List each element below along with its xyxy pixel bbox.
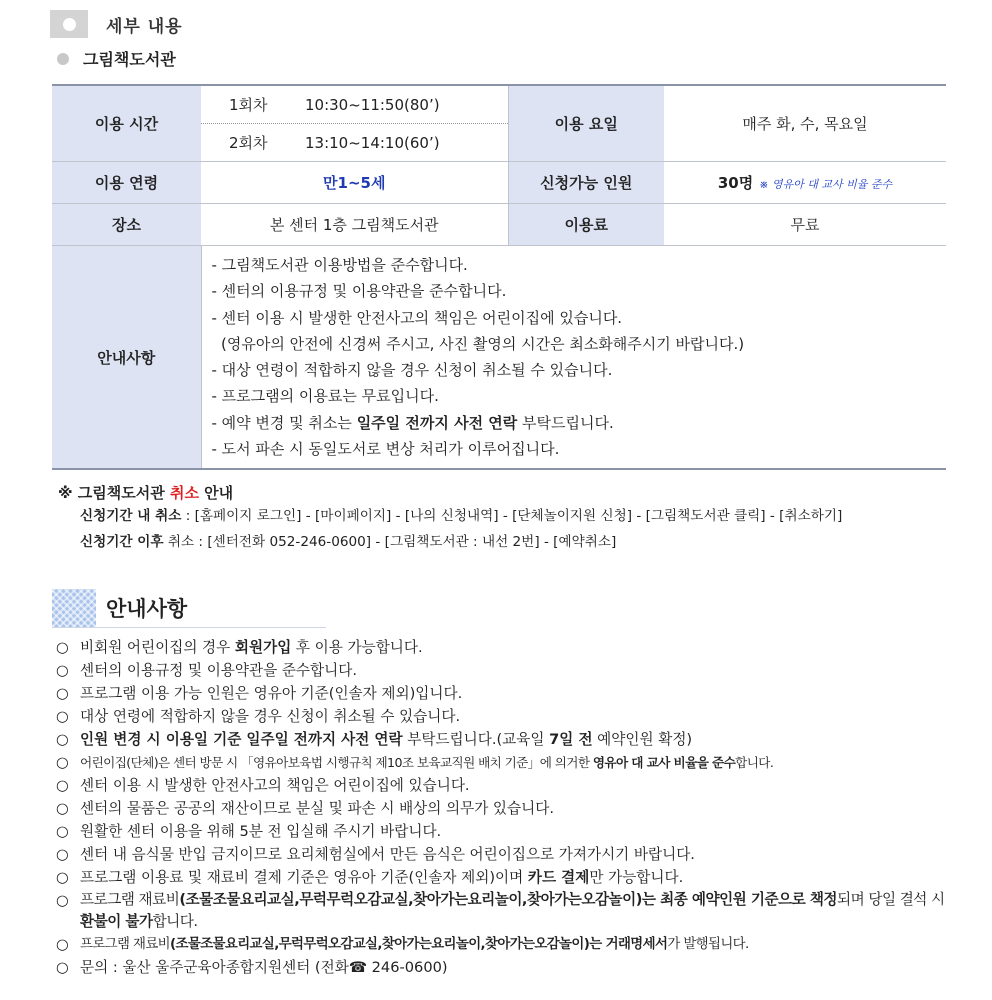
- circle-bullet-icon: ○: [56, 892, 69, 909]
- day-label: 이용 요일: [508, 85, 664, 162]
- list-item: - 프로그램의 이용료는 무료입니다.: [211, 387, 439, 406]
- section-title: 세부 내용: [106, 16, 183, 37]
- cancel-title: ※ 그림책도서관 취소 안내: [58, 484, 234, 502]
- list-item: ○ 인원 변경 시 이용일 기준 일주일 전까지 사전 연락 부탁드립니다.(교육일 7일 전 예약인원 확정): [56, 728, 948, 751]
- circle-bullet-icon: ○: [56, 846, 69, 863]
- list-item: - 그림책도서관 이용방법을 준수합니다.: [211, 256, 468, 274]
- circle-bullet-icon: ○: [56, 936, 69, 953]
- circle-bullet-icon: ○: [56, 639, 69, 656]
- list-item: ○ 센터 이용 시 발생한 안전사고의 책임은 어린이집에 있습니다.: [56, 774, 948, 797]
- list-item: ○ 센터의 물품은 공공의 재산이므로 분실 및 파손 시 배상의 의무가 있습니다.: [56, 797, 948, 820]
- info-table: [52, 84, 946, 470]
- circle-bullet-icon: ○: [56, 800, 69, 817]
- circle-bullet-icon: [50, 10, 88, 38]
- list-item: - 도서 파손 시 동일도서로 변상 처리가 이루어집니다.: [211, 440, 560, 459]
- notice-list: [56, 636, 948, 979]
- list-item: ○ 어린이집(단체)은 센터 방문 시 「영유아보육법 시행규칙 제10조 보육교직원 배치 기준」에 의거한 영유아 대 교사 비율을 준수합니다.: [56, 751, 948, 774]
- place-label: 장소: [52, 204, 201, 246]
- list-item: - 예약 변경 및 취소는 일주일 전까지 사전 연락 부탁드립니다.: [211, 413, 614, 432]
- capacity-label: 신청가능 인원: [508, 162, 664, 204]
- circle-bullet-icon: ○: [56, 685, 69, 702]
- circle-bullet-icon: ○: [56, 869, 69, 886]
- day-value: 매주 화, 수, 목요일: [664, 85, 946, 162]
- dot-bullet-icon: [57, 53, 69, 65]
- guide-value: [201, 246, 946, 470]
- circle-bullet-icon: ○: [56, 959, 69, 976]
- list-item: - 대상 연령이 적합하지 않을 경우 신청이 취소될 수 있습니다.: [211, 361, 613, 380]
- section-header: [50, 10, 183, 38]
- circle-bullet-icon: ○: [56, 731, 69, 748]
- place-value: 본 센터 1층 그림책도서관: [201, 204, 508, 246]
- list-item: - 센터의 이용규정 및 이용약관을 준수합니다.: [211, 282, 507, 301]
- pattern-block-icon: [52, 589, 96, 627]
- list-item: ○ 문의 : 울산 울주군육아종합지원센터 (전화☎ 246-0600): [56, 956, 948, 979]
- guide-list: [202, 246, 947, 468]
- list-item: ○ 프로그램 재료비(조물조물요리교실,무럭무럭오감교실,찾아가는요리놀이,찾아가는오감놀이)는 거래명세서가 발행됩니다.: [56, 933, 948, 956]
- guide-label: 안내사항: [52, 246, 201, 470]
- subsection-header: [57, 47, 176, 70]
- circle-bullet-icon: ○: [56, 777, 69, 794]
- list-item: (영유아의 안전에 신경써 주시고, 사진 촬영의 시간은 최소화해주시기 바랍니다.): [211, 334, 745, 353]
- list-item: ○ 프로그램 이용료 및 재료비 결제 기준은 영유아 기준(인솔자 제외)이며 카드 결제만 가능합니다.: [56, 866, 948, 889]
- session-row: 2회차 13:10~14:10(60’): [229, 133, 440, 152]
- list-item: ○ 센터의 이용규정 및 이용약관을 준수합니다.: [56, 659, 948, 682]
- list-item: ○ 대상 연령에 적합하지 않을 경우 신청이 취소될 수 있습니다.: [56, 705, 948, 728]
- cancel-info: [58, 482, 842, 555]
- cancel-line-within: 신청기간 내 취소 : [홈페이지 로그인] - [마이페이지] - [나의 신청내역] - [단체놀이지원 신청] - [그림책도서관 클릭] - [취소하기]: [80, 508, 843, 524]
- fee-value: 무료: [664, 204, 946, 246]
- list-item: ○ 프로그램 이용 가능 인원은 영유아 기준(인솔자 제외)입니다.: [56, 682, 948, 705]
- capacity-note: ※ 영유아 대 교사 비율 준수: [759, 178, 893, 191]
- circle-bullet-icon: ○: [56, 662, 69, 679]
- age-label: 이용 연령: [52, 162, 201, 204]
- notice-header: [52, 589, 326, 628]
- session-row: 1회차 10:30~11:50(80’): [201, 86, 508, 124]
- age-value: 만1~5세: [201, 162, 508, 204]
- fee-label: 이용료: [508, 204, 664, 246]
- list-item: ○ 비회원 어린이집의 경우 회원가입 후 이용 가능합니다.: [56, 636, 948, 659]
- list-item: ○ 프로그램 재료비(조물조물요리교실,무럭무럭오감교실,찾아가는요리놀이,찾아가는오감놀이)는 최종 예약인원 기준으로 책정되며 당일 결석 시 환불이 불가합니다.: [56, 889, 948, 933]
- list-item: ○ 원활한 센터 이용을 위해 5분 전 입실해 주시기 바랍니다.: [56, 820, 948, 843]
- subsection-title: 그림책도서관: [83, 50, 176, 69]
- circle-bullet-icon: ○: [56, 754, 69, 771]
- notice-title: 안내사항: [106, 597, 188, 621]
- time-label: 이용 시간: [52, 85, 201, 162]
- list-item: ○ 센터 내 음식물 반입 금지이므로 요리체험실에서 만든 음식은 어린이집으로 가져가시기 바랍니다.: [56, 843, 948, 866]
- time-value: [201, 85, 508, 162]
- cancel-line-after: 신청기간 이후 취소 : [센터전화 052-246-0600] - [그림책도서관 : 내선 2번] - [예약취소]: [80, 534, 617, 550]
- circle-bullet-icon: ○: [56, 708, 69, 725]
- list-item: - 센터 이용 시 발생한 안전사고의 책임은 어린이집에 있습니다.: [211, 308, 623, 327]
- capacity-value: 30명 ※ 영유아 대 교사 비율 준수: [664, 162, 946, 204]
- circle-bullet-icon: ○: [56, 823, 69, 840]
